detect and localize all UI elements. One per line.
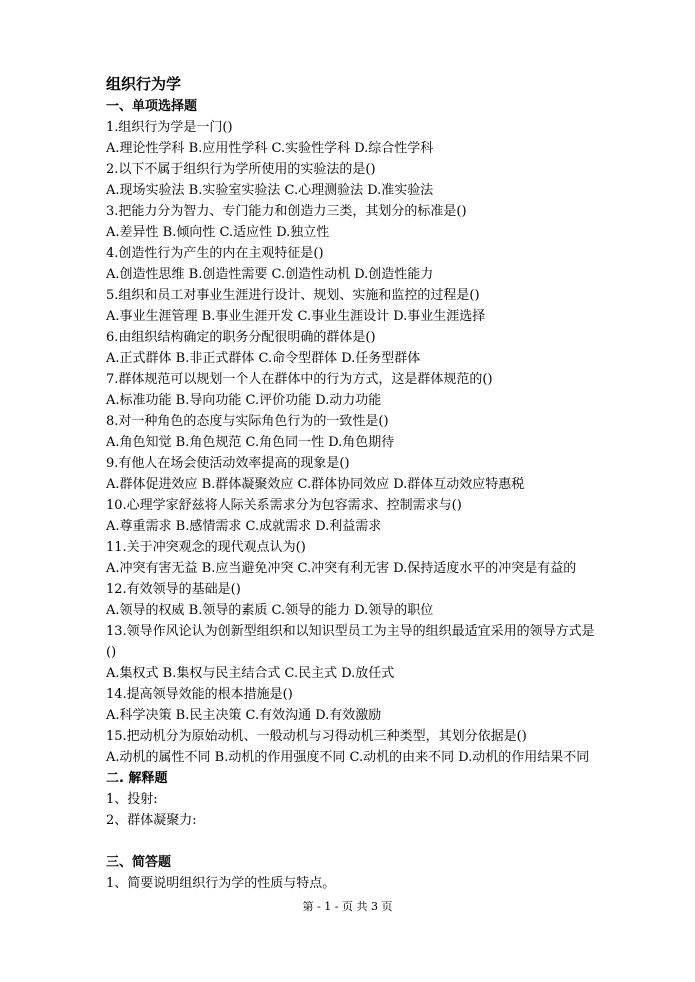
question-line: A.理论性学科 B.应用性学科 C.实验性学科 D.综合性学科 [106,141,434,156]
question-line: 4.创造性行为产生的内在主观特征是() [106,246,324,261]
question-line: A.现场实验法 B.实验室实验法 C.心理测验法 D.准实验法 [106,183,434,198]
question-line: 8.对一种角色的态度与实际角色行为的一致性是() [106,414,389,429]
question-line: 15.把动机分为原始动机、一般动机与习得动机三种类型，其划分依据是() [106,729,527,744]
question-line: A.正式群体 B.非正式群体 C.命令型群体 D.任务型群体 [106,351,421,366]
question-line: A.差异性 B.倾向性 C.适应性 D.独立性 [106,225,330,240]
question-line: 13.领导作风论认为创新型组织和以知识型员工为主导的组织最适宜采用的领导方式是 [106,624,595,639]
question-line: 5.组织和员工对事业生涯进行设计、规划、实施和监控的过程是() [106,288,480,303]
question-line: 3.把能力分为智力、专门能力和创造力三类，其划分的标准是() [106,204,467,219]
question-line: 12.有效领导的基础是() [106,582,241,597]
question-line: A.科学决策 B.民主决策 C.有效沟通 D.有效激励 [106,708,382,723]
explain-item: 1、投射: [106,792,158,807]
question-line: A.标准功能 B.导向功能 C.评价功能 D.动力功能 [106,393,382,408]
question-line: 2.以下不属于组织行为学所使用的实验法的是() [106,162,376,177]
question-line: 1.组织行为学是一门() [106,120,233,135]
question-line: A.领导的权威 B.领导的素质 C.领导的能力 D.领导的职位 [106,603,434,618]
question-line: A.事业生涯管理 B.事业生涯开发 C.事业生涯设计 D.事业生涯选择 [106,309,486,324]
question-line: 11.关于冲突观念的现代观点认为() [106,540,306,555]
question-line: A.群体促进效应 B.群体凝聚效应 C.群体协同效应 D.群体互动效应特惠税 [106,477,525,492]
question-line: A.集权式 B.集权与民主结合式 C.民主式 D.放任式 [106,666,395,681]
question-line: 9.有他人在场会使活动效率提高的现象是() [106,456,350,471]
question-line: A.尊重需求 B.感情需求 C.成就需求 D.利益需求 [106,519,382,534]
blank-space [106,831,646,852]
question-list [106,117,646,768]
question-line: 6.由组织结构确定的职务分配很明确的群体是() [106,330,376,345]
question-line: 7.群体规范可以规划一个人在群体中的行为方式，这是群体规范的() [106,372,493,387]
question-line: () [106,645,117,660]
short-answer-item: 1、简要说明组织行为学的性质与特点。 [106,876,336,891]
section-heading-short-answer: 三、简答题 [106,855,172,870]
document-body [106,72,646,894]
question-line: 10.心理学家舒兹将人际关系需求分为包容需求、控制需求与() [106,498,462,513]
explain-item: 2、群体凝聚力: [106,813,197,828]
section-heading-choice: 一、单项选择题 [106,99,198,114]
document-title: 组织行为学 [106,75,182,93]
question-line: A.动机的属性不同 B.动机的作用强度不同 C.动机的由来不同 D.动机的作用结果不同 [106,750,590,765]
question-line: A.冲突有害无益 B.应当避免冲突 C.冲突有利无害 D.保持适度水平的冲突是有益的 [106,561,577,576]
question-line: 14.提高领导效能的根本措施是() [106,687,293,702]
question-line: A.角色知觉 B.角色规范 C.角色同一性 D.角色期待 [106,435,395,450]
question-line: A.创造性思维 B.创造性需要 C.创造性动机 D.创造性能力 [106,267,434,282]
section-heading-explain: 二. 解释题 [106,771,168,786]
page-footer: 第 - 1 - 页 共 3 页 [302,900,393,913]
